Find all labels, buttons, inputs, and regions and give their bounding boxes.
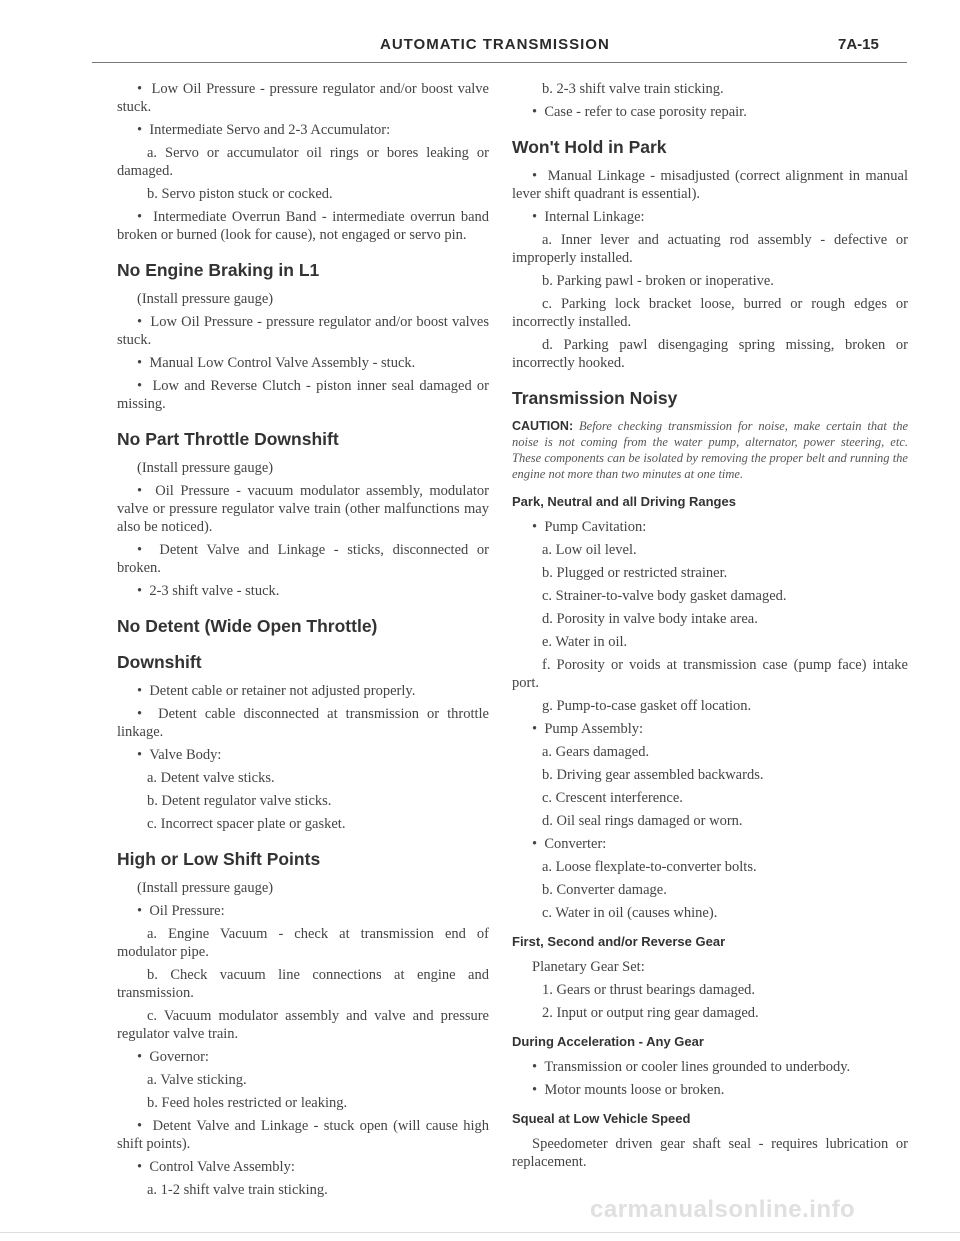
section-title: AUTOMATIC TRANSMISSION [380, 36, 610, 53]
bullet-item: • Intermediate Servo and 2-3 Accumulator: [117, 121, 489, 139]
sub-item: c. Vacuum modulator assembly and valve and pressure regulator valve train. [117, 1008, 489, 1042]
caution-label: CAUTION: [512, 419, 574, 433]
sub-item: a. Low oil level. [542, 542, 637, 558]
sub-item: a. Engine Vacuum - check at transmission end of modulator pipe. [117, 926, 489, 960]
caution-note [512, 418, 908, 482]
left-column [117, 80, 489, 1204]
sub-item: b. Driving gear assembled backwards. [542, 767, 764, 783]
sub-item: a. Inner lever and actuating rod assembly - defective or improperly installed. [512, 232, 908, 266]
sub-item: a. Gears damaged. [542, 744, 650, 760]
bullet-item: • Detent Valve and Linkage - sticks, disconnected or broken. [117, 541, 489, 577]
bullet-item: • Pump Assembly: [512, 720, 908, 738]
subsection-heading: Park, Neutral and all Driving Ranges [512, 494, 736, 509]
page-header [0, 0, 960, 70]
sub-item: b. Parking pawl - broken or inoperative. [542, 273, 774, 289]
section-heading: Transmission Noisy [512, 388, 678, 408]
bullet-item: • Control Valve Assembly: [117, 1158, 489, 1176]
sub-item: b. Feed holes restricted or leaking. [147, 1095, 348, 1111]
bullet-item: • Low and Reverse Clutch - piston inner seal damaged or missing. [117, 377, 489, 413]
caution-text: Before checking transmission for noise, make certain that the noise is not coming from the water pump, alternator, power steering, etc. These components can be isolated by removing the proper belt and running the engine not more than two minutes at one time. [512, 419, 908, 481]
bullet-item: • Intermediate Overrun Band - intermediate overrun band broken or burned (look for cause), not engaged or servo pin. [117, 208, 489, 244]
sub-item: 1. Gears or thrust bearings damaged. [542, 982, 756, 998]
sub-item: b. Detent regulator valve sticks. [147, 793, 332, 809]
sub-item: d. Oil seal rings damaged or worn. [542, 813, 743, 829]
sub-item: c. Crescent interference. [542, 790, 683, 806]
bullet-item: • Case - refer to case porosity repair. [512, 103, 908, 121]
sub-item: b. Check vacuum line connections at engine and transmission. [117, 967, 489, 1001]
sub-item: b. 2-3 shift valve train sticking. [542, 81, 724, 97]
sub-item: 2. Input or output ring gear damaged. [542, 1005, 759, 1021]
sub-item: a. Valve sticking. [147, 1072, 247, 1088]
paragraph: (Install pressure gauge) [137, 291, 274, 307]
paragraph: Planetary Gear Set: [532, 959, 645, 975]
sub-item: c. Parking lock bracket loose, burred or rough edges or incorrectly installed. [512, 296, 908, 330]
sub-item: d. Parking pawl disengaging spring missing, broken or incorrectly hooked. [512, 337, 908, 371]
bullet-item: • Internal Linkage: [512, 208, 908, 226]
sub-item: e. Water in oil. [542, 634, 628, 650]
section-heading: High or Low Shift Points [117, 849, 321, 869]
sub-item: g. Pump-to-case gasket off location. [542, 698, 752, 714]
bullet-item: • Oil Pressure - vacuum modulator assembly, modulator valve or pressure regulator valve train (other malfunctions may also be noticed). [117, 482, 489, 536]
sub-item: d. Porosity in valve body intake area. [542, 611, 758, 627]
bullet-item: • Valve Body: [117, 746, 489, 764]
section-heading: No Detent (Wide Open Throttle) [117, 616, 378, 636]
bullet-item: • Pump Cavitation: [512, 518, 908, 536]
section-heading: No Part Throttle Downshift [117, 429, 339, 449]
bullet-item: • Low Oil Pressure - pressure regulator and/or boost valves stuck. [117, 313, 489, 349]
bullet-item: • Detent cable disconnected at transmission or throttle linkage. [117, 705, 489, 741]
section-heading: Won't Hold in Park [512, 137, 667, 157]
subsection-heading: Squeal at Low Vehicle Speed [512, 1111, 691, 1126]
paragraph: Speedometer driven gear shaft seal - requires lubrication or replacement. [512, 1136, 908, 1170]
sub-item: c. Water in oil (causes whine). [542, 905, 718, 921]
bullet-item: • Oil Pressure: [117, 902, 489, 920]
sub-item: b. Converter damage. [542, 882, 667, 898]
sub-item: f. Porosity or voids at transmission case (pump face) intake port. [512, 657, 908, 691]
bottom-rule [0, 1232, 960, 1233]
sub-item: c. Incorrect spacer plate or gasket. [147, 816, 346, 832]
sub-item: a. Servo or accumulator oil rings or bores leaking or damaged. [117, 145, 489, 179]
page-number: 7A-15 [838, 36, 879, 53]
section-heading: Downshift [117, 652, 202, 672]
subsection-heading: During Acceleration - Any Gear [512, 1034, 704, 1049]
bullet-item: • Manual Low Control Valve Assembly - stuck. [117, 354, 489, 372]
bullet-item: • Manual Linkage - misadjusted (correct alignment in manual lever shift quadrant is essential). [512, 167, 908, 203]
right-column [512, 80, 908, 1176]
sub-item: a. Detent valve sticks. [147, 770, 275, 786]
bullet-item: • Motor mounts loose or broken. [512, 1081, 908, 1099]
bullet-item: • Converter: [512, 835, 908, 853]
subsection-heading: First, Second and/or Reverse Gear [512, 934, 726, 949]
paragraph: (Install pressure gauge) [137, 460, 274, 476]
sub-item: b. Servo piston stuck or cocked. [147, 186, 333, 202]
watermark: carmanualsonline.info [590, 1196, 856, 1223]
sub-item: c. Strainer-to-valve body gasket damaged. [542, 588, 787, 604]
sub-item: a. Loose flexplate-to-converter bolts. [542, 859, 757, 875]
header-rule [92, 62, 907, 63]
bullet-item: • 2-3 shift valve - stuck. [117, 582, 489, 600]
paragraph: (Install pressure gauge) [137, 880, 274, 896]
section-heading: No Engine Braking in L1 [117, 260, 320, 280]
bullet-item: • Detent cable or retainer not adjusted properly. [117, 682, 489, 700]
bullet-item: • Detent Valve and Linkage - stuck open (will cause high shift points). [117, 1117, 489, 1153]
bullet-item: • Transmission or cooler lines grounded to underbody. [512, 1058, 908, 1076]
bullet-item: • Low Oil Pressure - pressure regulator and/or boost valve stuck. [117, 80, 489, 116]
sub-item: b. Plugged or restricted strainer. [542, 565, 728, 581]
sub-item: a. 1-2 shift valve train sticking. [147, 1182, 328, 1198]
bullet-item: • Governor: [117, 1048, 489, 1066]
